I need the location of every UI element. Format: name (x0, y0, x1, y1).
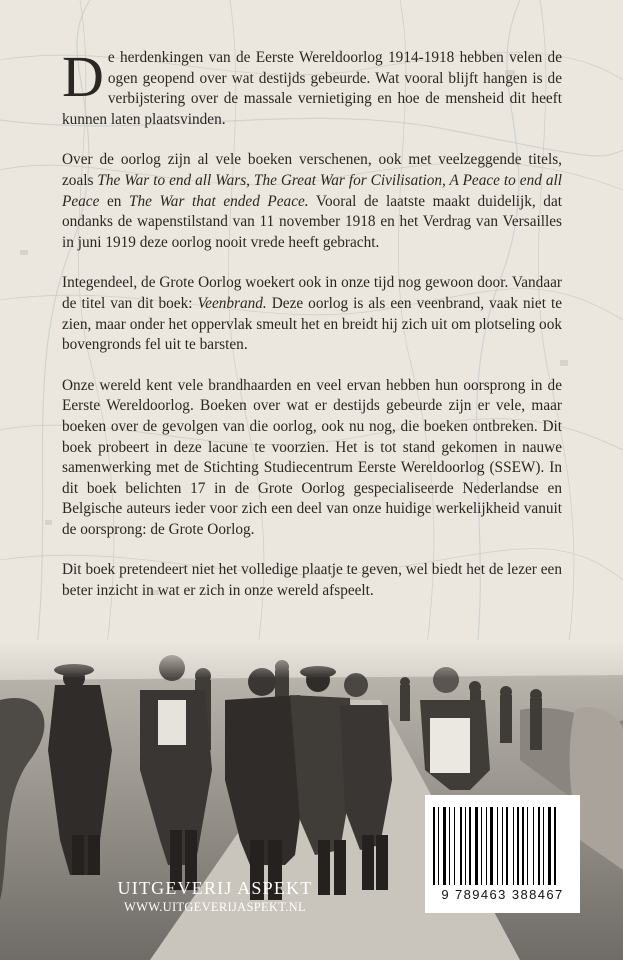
paragraph-2 (62, 150, 562, 253)
barcode-bar (490, 807, 493, 885)
barcode-bar (497, 807, 498, 885)
paragraph-2-text-c: Vooral de laatste maakt duidelijk, dat ondanks de wapenstilstand van 11 november 1918 en het Verdrag van Versailles in juni 1919 deze oorlog nooit vrede heeft gebracht. (62, 192, 562, 251)
barcode-bars (433, 807, 572, 887)
barcode-bar (433, 807, 435, 885)
barcode-bar (486, 807, 487, 885)
barcode-bar (465, 807, 466, 885)
drop-cap: D (62, 44, 104, 109)
book-titles-italic: The War to end all Wars, The Great War for Civilisation, A Peace to end all Peace (62, 171, 562, 210)
book-title-italic: The War that ended Peace. (128, 192, 309, 210)
paragraph-3 (62, 273, 562, 355)
title-veenbrand: Veenbrand. (197, 294, 267, 312)
publisher-name: UITGEVERIJ ASPEKT (117, 878, 313, 898)
barcode-bar (554, 807, 556, 885)
isbn-barcode (425, 795, 580, 913)
barcode-bar (548, 807, 551, 885)
paragraph-3-text-a: Integendeel, de Grote Oorlog woekert ook in onze tijd nog gewoon door. Vandaar de titel van dit boek: (62, 274, 562, 312)
barcode-bar (513, 807, 514, 885)
publisher-url: WWW.UITGEVERIJASPEKT.NL (124, 900, 306, 914)
barcode-bar (517, 807, 519, 885)
paragraph-2-text-b: en (99, 192, 129, 210)
barcode-bar (443, 807, 446, 885)
paragraph-4: Onze wereld kent vele brandhaarden en veel ervan hebben hun oorsprong in de Eerste Wereldoorlog. Boeken over wat er destijds gebeurde zijn er vele, maar boeken over de gevolgen van die oorlog, ook nu nog, die boeken ontbreken. Dit boek probeert in deze lacune te voorzien. Het is tot stand gekomen in nauwe samenwerking met de Stichting Studiecentrum Eerste Wereldoorlog (SSEW). In dit boek belichten 17 in de Grote Oorlog gespecialiseerde Nederlandse en Belgische auteurs ieder voor zich een deel van onze huidige werkelijkheid vanuit de oorsprong: de Grote Oorlog. (62, 376, 562, 538)
publisher-block (115, 878, 315, 915)
barcode-bar (543, 807, 544, 885)
barcode-bar (438, 807, 439, 885)
barcode-bar (460, 807, 462, 885)
barcode-bar (533, 807, 534, 885)
barcode-bar (506, 807, 508, 885)
back-cover-text (62, 44, 562, 622)
barcode-bar (454, 807, 455, 885)
barcode-bar (527, 807, 528, 885)
paragraph-5: Dit boek pretendeert niet het volledige plaatje te geven, wel biedt het de lezer een beter inzicht in wat er zich in onze wereld afspeelt. (62, 561, 562, 600)
paragraph-1-text: e herdenkingen van de Eerste Wereldoorlog 1914-1918 hebben velen de ogen geopend over wat destijds gebeurde. Wat vooral blijft hangen is de verbijstering over de massale vernietiging en hoe de mensheid dit heeft kunnen laten plaatsvinden. (62, 49, 562, 128)
barcode-bar (449, 807, 450, 885)
barcode-bar (522, 807, 524, 885)
barcode-bar (538, 807, 540, 885)
barcode-bar (475, 807, 478, 885)
barcode-bar (481, 807, 482, 885)
isbn-digits: 9 789463 388467 (441, 887, 564, 902)
paragraph-3-text-b: Deze oorlog is als een veenbrand, vaak niet te zien, maar onder het oppervlak smeult het en breidt hij zich uit om plotseling ook bovengronds fel uit te barsten. (62, 294, 562, 354)
barcode-bar (469, 807, 471, 885)
paragraph-1 (62, 44, 562, 130)
barcode-bar (502, 807, 503, 885)
paragraph-2-text-a: Over de oorlog zijn al vele boeken verschenen, ook met veelzeggende titels, zoals (62, 151, 562, 189)
